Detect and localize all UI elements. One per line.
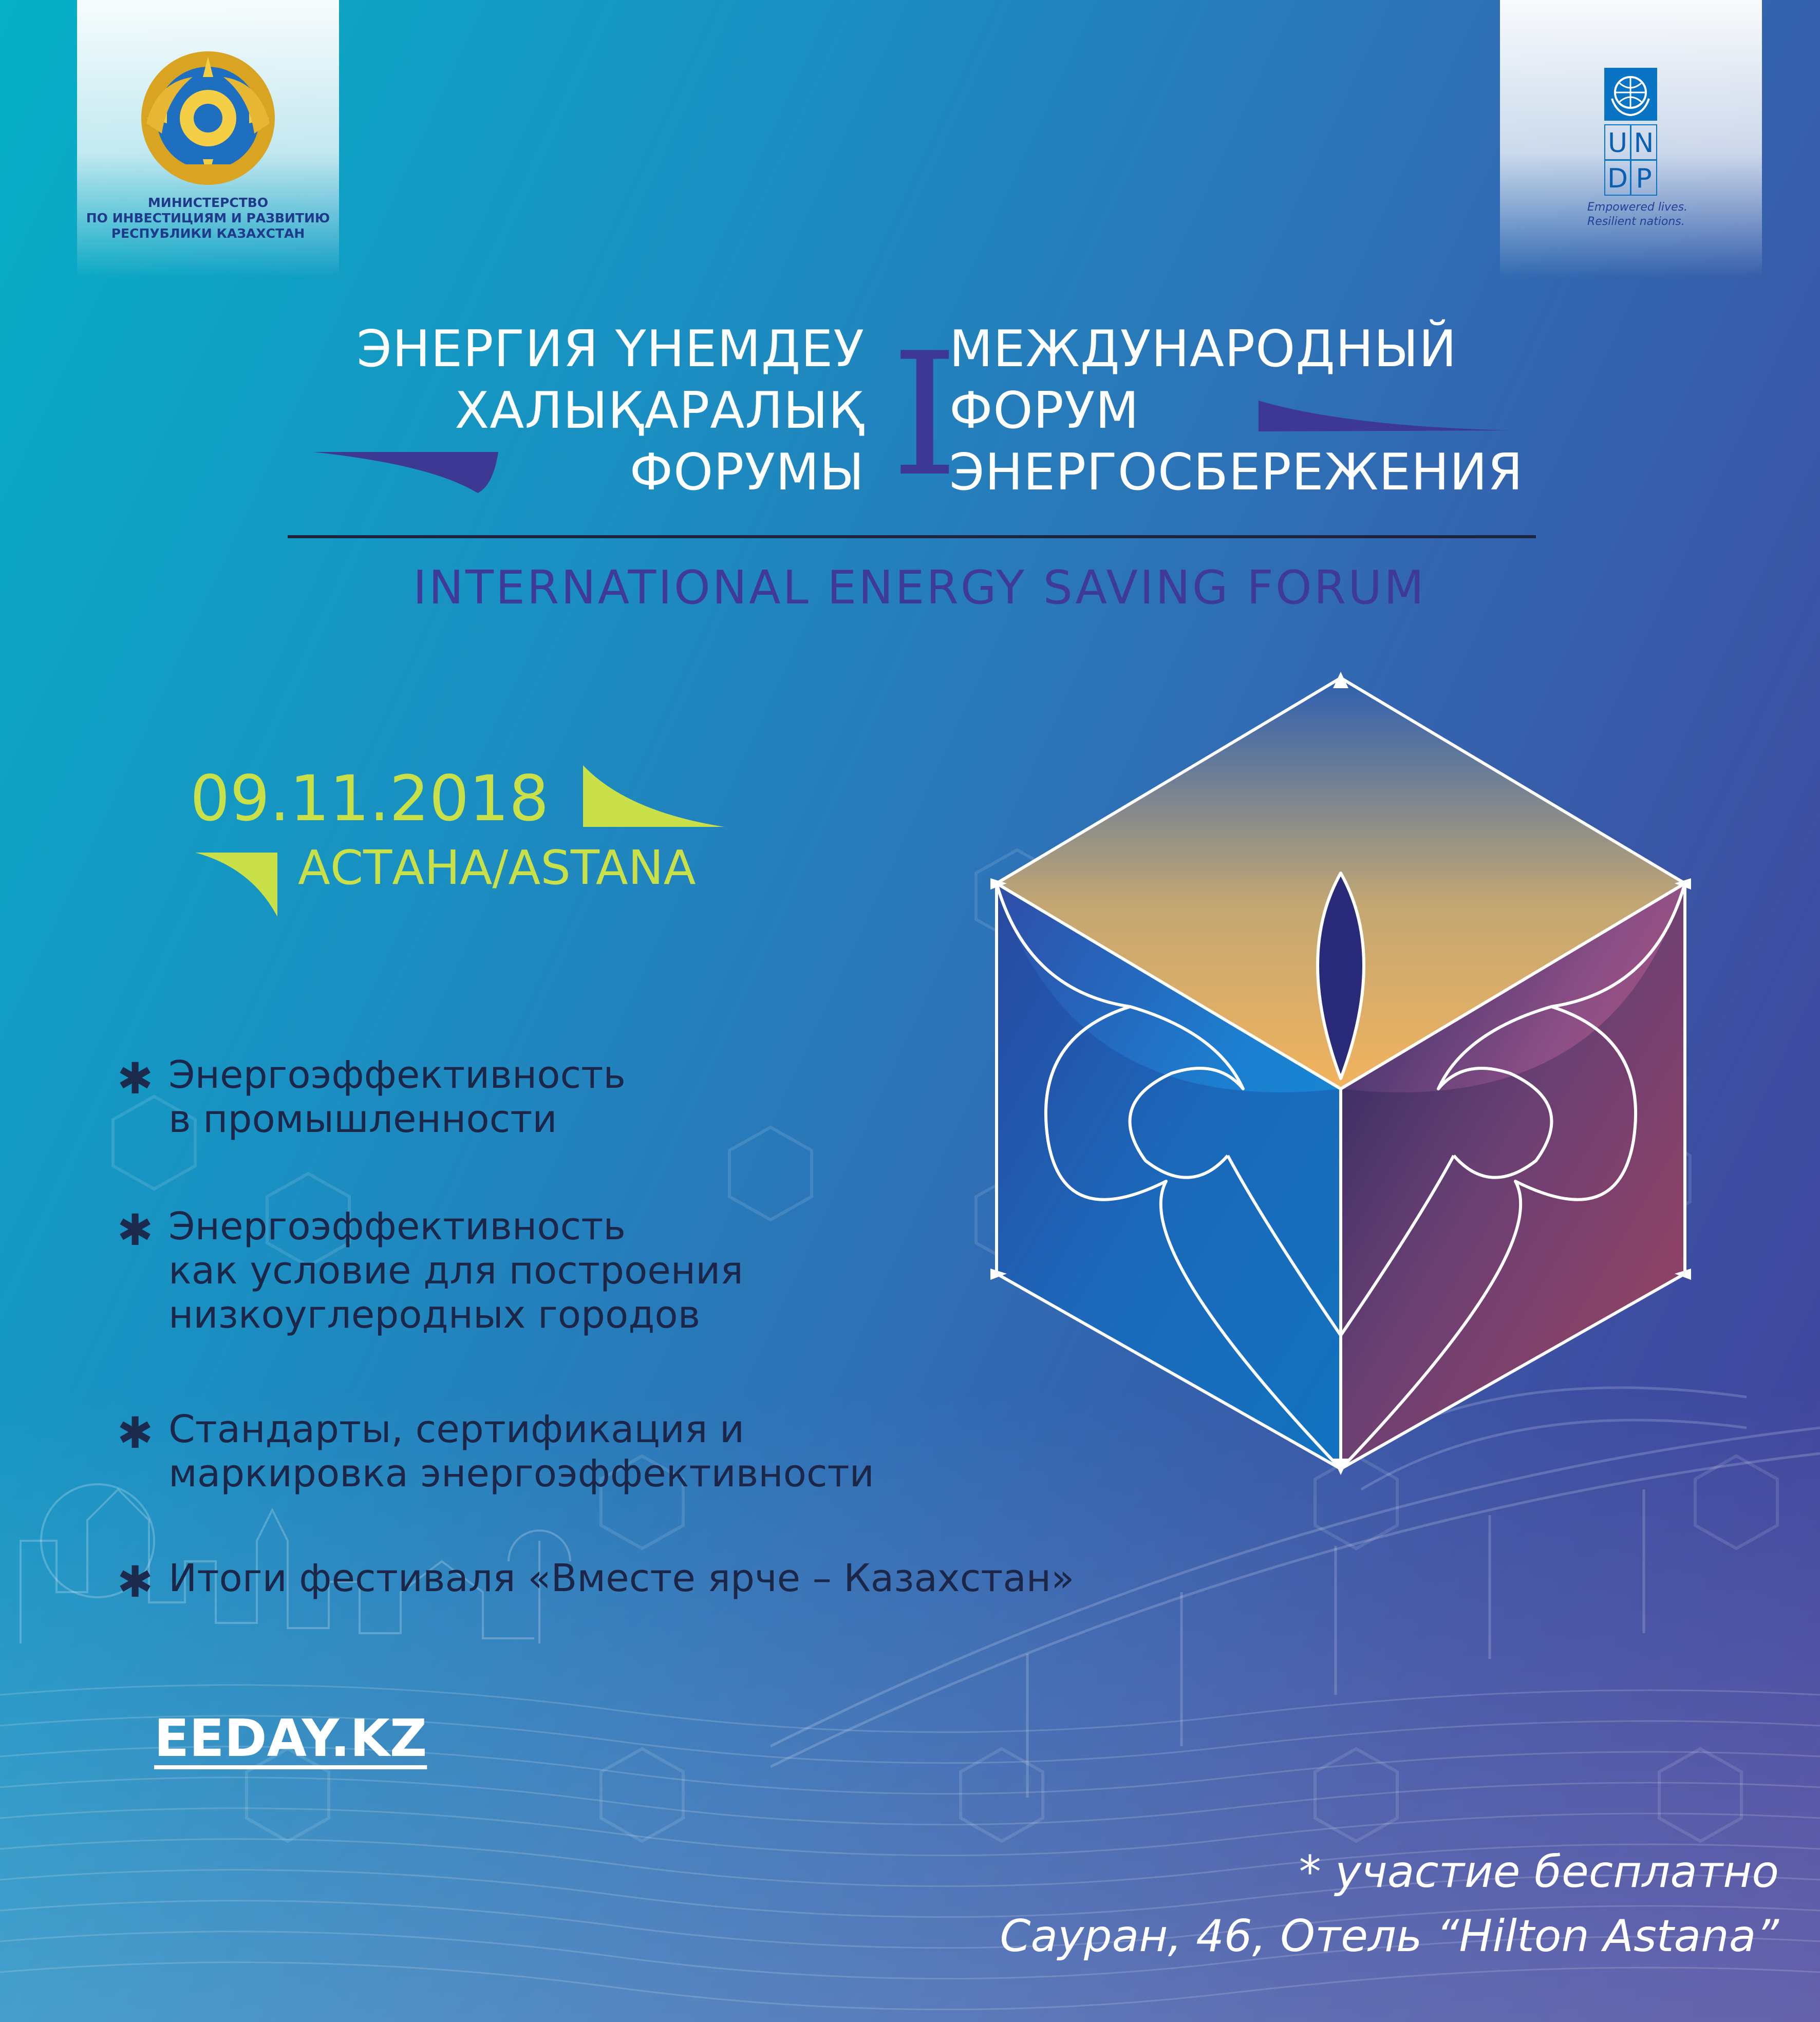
kazakh-title-line-1: ЭНЕРГИЯ ҮНЕМДЕУ — [357, 320, 865, 379]
kazakh-title-line-2: ХАЛЫҚАРАЛЫҚ — [455, 382, 865, 440]
date-swoosh — [583, 765, 724, 827]
event-date: 09.11.2018 — [190, 762, 549, 835]
free-participation-note: * участие бесплатно — [1299, 1846, 1779, 1898]
website-link[interactable]: EEDAY.KZ — [154, 1708, 427, 1768]
title-divider — [288, 535, 1536, 538]
undp-logo-panel — [1500, 0, 1762, 277]
city-swoosh — [195, 853, 277, 917]
undp-letter-d: D — [1604, 160, 1631, 196]
un-emblem-icon — [1604, 68, 1657, 121]
russian-title-line-1: МЕЖДУНАРОДНЫЙ — [949, 320, 1457, 379]
swoosh-left — [313, 452, 498, 493]
asterisk-icon: ✱ — [117, 1408, 154, 1458]
undp-letter-u: U — [1604, 124, 1631, 160]
venue-address: Сауран, 46, Отель “Hilton Astana” — [1000, 1911, 1779, 1962]
undp-letter-p: P — [1630, 160, 1657, 196]
english-title: INTERNATIONAL ENERGY SAVING FORUM — [413, 561, 1426, 615]
roman-numeral: I — [891, 316, 959, 514]
asterisk-icon: ✱ — [117, 1053, 154, 1104]
topic-text: Стандарты, сертификация и маркировка энергоэффективности — [168, 1407, 874, 1496]
topic-text: Итоги фестиваля «Вместе ярче – Казахстан» — [168, 1556, 1075, 1600]
forum-cube-logo — [976, 668, 1705, 1500]
topic-text: Энергоэффективность в промышленности — [168, 1053, 626, 1141]
undp-tagline: Empowered lives. Resilient nations. — [1587, 201, 1688, 228]
russian-title-line-3: ЭНЕРГОСБЕРЕЖЕНИЯ — [949, 443, 1524, 502]
swoosh-right — [1259, 401, 1510, 431]
kazakh-title-line-3: ФОРУМЫ — [629, 443, 865, 502]
asterisk-icon: ✱ — [117, 1205, 154, 1255]
undp-letter-n: N — [1630, 124, 1657, 160]
kazakhstan-emblem-icon — [136, 46, 280, 190]
ministry-name: МИНИСТЕРСТВО ПО ИНВЕСТИЦИЯМ И РАЗВИТИЮ РЕСПУБЛИКИ КАЗАХСТАН — [86, 195, 330, 241]
topic-text: Энергоэффективность как условие для построения низкоуглеродных городов — [168, 1204, 743, 1337]
ministry-logo-panel — [77, 0, 339, 277]
russian-title-line-2: ФОРУМ — [949, 382, 1139, 440]
asterisk-icon: ✱ — [117, 1557, 154, 1607]
event-city: АСТАНА/ASTANA — [298, 840, 696, 895]
